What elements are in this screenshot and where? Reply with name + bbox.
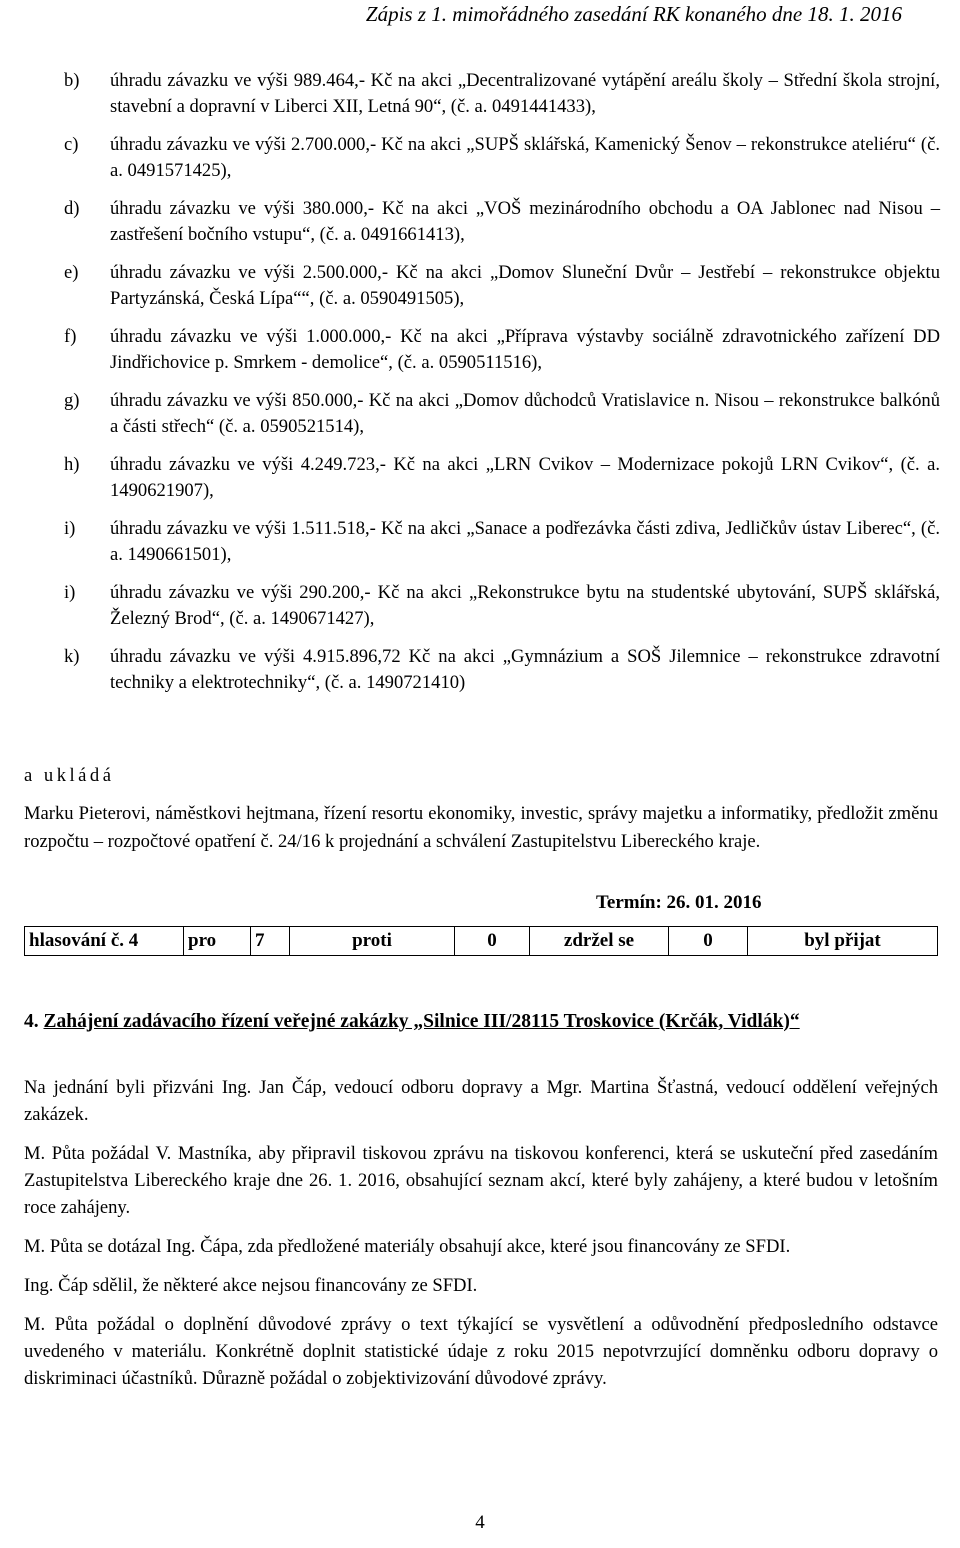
item-text: úhradu závazku ve výši 850.000,- Kč na akci „Domov důchodců Vratislavice n. Nisou – rekonstrukce balkónů a části střech“ (č. a. 0590521514), xyxy=(110,390,940,437)
item-letter: f) xyxy=(64,326,77,347)
vote-label: hlasování č. 4 xyxy=(25,927,184,956)
item-letter: b) xyxy=(64,70,80,91)
list-item xyxy=(24,324,940,376)
list-item xyxy=(24,196,940,248)
item-text: úhradu závazku ve výši 989.464,- Kč na akci „Decentralizované vytápění areálu školy – Střední škola strojní, stavební a dopravní v Liberci XII, Letná 90“, (č. a. 0491441433), xyxy=(110,70,940,117)
section-heading xyxy=(24,1008,938,1036)
item-letter: i) xyxy=(64,582,76,603)
list-item xyxy=(24,452,940,504)
list-item xyxy=(24,580,940,632)
vote-row xyxy=(25,927,938,956)
vote-pro-label: pro xyxy=(184,927,251,956)
vote-pro-value: 7 xyxy=(251,927,290,956)
page-number: 4 xyxy=(475,1512,485,1533)
list-item xyxy=(24,516,940,568)
item-letter: i) xyxy=(64,518,76,539)
item-text: úhradu závazku ve výši 1.511.518,- Kč na akci „Sanace a podřezávka části zdiva, Jedličkův ústav Liberec“, (č. a. 1490661501), xyxy=(110,518,940,565)
item-letter: g) xyxy=(64,390,80,411)
section-label-uklada: a ukládá xyxy=(24,765,115,786)
list-item xyxy=(24,132,940,184)
paragraph: Ing. Čáp sdělil, že některé akce nejsou financovány ze SFDI. xyxy=(24,1275,478,1296)
vote-zdrzel-label: zdržel se xyxy=(530,927,669,956)
vote-result: byl přijat xyxy=(748,927,938,956)
item-letter: d) xyxy=(64,198,80,219)
item-text: úhradu závazku ve výši 290.200,- Kč na akci „Rekonstrukce bytu na studentské ubytování, SUPŠ sklářská, Železný Brod“, (č. a. 1490671427), xyxy=(110,582,940,629)
item-text: úhradu závazku ve výši 4.915.896,72 Kč na akci „Gymnázium a SOŠ Jilemnice – rekonstrukce zdravotní techniky a elektrotechniky“, (č. a. 1490721410) xyxy=(110,646,940,693)
vote-zdrzel-value: 0 xyxy=(669,927,748,956)
paragraph: M. Půta se dotázal Ing. Čápa, zda předložené materiály obsahují akce, které jsou financovány ze SFDI. xyxy=(24,1236,791,1257)
paragraph: M. Půta požádal V. Mastníka, aby připravil tiskovou zprávu na tiskovou konferenci, která se uskuteční před zasedáním Zastupitelstva Libereckého kraje dne 26. 1. 2016, obsahující seznam akcí, které byly zahájeny, a které budou v letošním roce zahájeny. xyxy=(24,1143,938,1218)
list-item xyxy=(24,388,940,440)
paragraphs xyxy=(24,1074,938,1404)
item-letter: h) xyxy=(64,454,80,475)
list-item xyxy=(24,68,940,120)
item-text: úhradu závazku ve výši 4.249.723,- Kč na akci „LRN Cvikov – Modernizace pokojů LRN Cvikov“, (č. a. 1490621907), xyxy=(110,454,940,501)
deadline: Termín: 26. 01. 2016 xyxy=(596,892,762,913)
section-number: 4. xyxy=(24,1011,39,1032)
item-text: úhradu závazku ve výši 2.700.000,- Kč na akci „SUPŠ sklářská, Kamenický Šenov – rekonstrukce ateliéru“ (č. a. 0491571425), xyxy=(110,134,940,181)
item-letter: c) xyxy=(64,134,79,155)
list-item xyxy=(24,260,940,312)
paragraph: Na jednání byli přizváni Ing. Jan Čáp, vedoucí odboru dopravy a Mgr. Martina Šťastná, vedoucí oddělení veřejných zakázek. xyxy=(24,1077,938,1125)
vote-proti-label: proti xyxy=(290,927,455,956)
assignment-text: Marku Pieterovi, náměstkovi hejtmana, řízení resortu ekonomiky, investic, správy majetku a informatiky, předložit změnu rozpočtu – rozpočtové opatření č. 24/16 k projednání a schválení Zastupitelstvu Libereckého kraje. xyxy=(24,803,938,852)
item-text: úhradu závazku ve výši 2.500.000,- Kč na akci „Domov Sluneční Dvůr – Jestřebí – rekonstrukce objektu Partyzánská, Česká Lípa““, (č. a. 0590491505), xyxy=(110,262,940,309)
item-text: úhradu závazku ve výši 380.000,- Kč na akci „VOŠ mezinárodního obchodu a OA Jablonec nad Nisou – zastřešení bočního vstupu“, (č. a. 0491661413), xyxy=(110,198,940,245)
list-item xyxy=(24,644,940,696)
vote-table xyxy=(24,926,938,956)
paragraph: M. Půta požádal o doplnění důvodové zprávy o text týkající se vysvětlení a odůvodnění předposledního odstavce uvedeného v materiálu. Konkrétně doplnit statistické údaje z roku 2015 nepotvrzující domněnku odboru dopravy o diskriminaci účastníků. Důrazně požádal o zobjektivizování důvodové zprávy. xyxy=(24,1314,938,1389)
vote-proti-value: 0 xyxy=(455,927,530,956)
item-letter: e) xyxy=(64,262,79,283)
page-header: Zápis z 1. mimořádného zasedání RK konaného dne 18. 1. 2016 xyxy=(365,2,902,26)
payment-list xyxy=(24,68,940,708)
item-letter: k) xyxy=(64,646,80,667)
item-text: úhradu závazku ve výši 1.000.000,- Kč na akci „Příprava výstavby sociálně zdravotnického zařízení DD Jindřichovice p. Smrkem - demolice“, (č. a. 0590511516), xyxy=(110,326,940,373)
section-title: Zahájení zadávacího řízení veřejné zakázky „Silnice III/28115 Troskovice (Krčák, Vidlák)“ xyxy=(43,1011,800,1032)
